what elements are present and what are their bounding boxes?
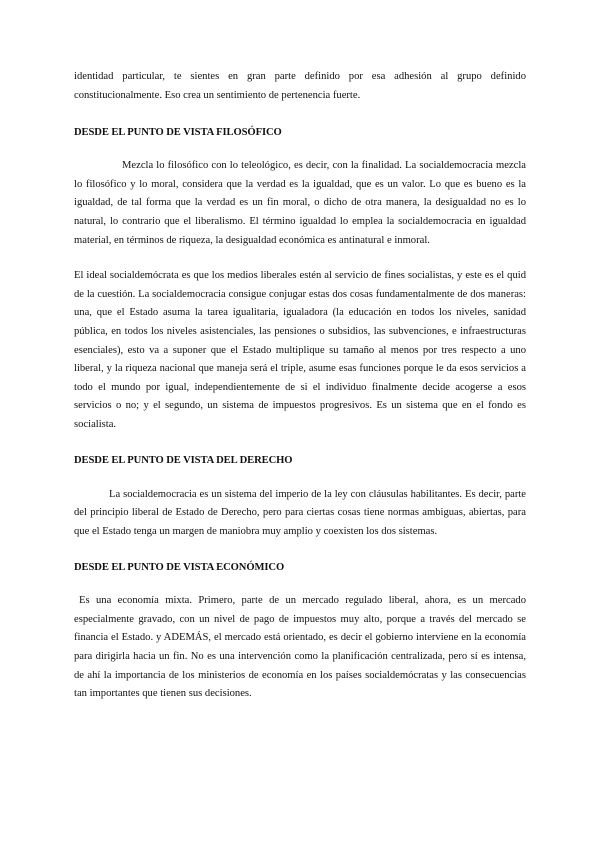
law-paragraph: La socialdemocracia es un sistema del imperio de la ley con cláusulas habilitantes. Es decir, parte del principio liberal de Estado de Derecho, pero para ciertas cosas tiene normas ambiguas, abiertas, para que el Estado tenga un margen de maniobra muy amplio y coexisten los dos sistemas. — [74, 488, 526, 537]
economic-paragraph: Es una economía mixta. Primero, parte de un mercado regulado liberal, ahora, es un mercado especialmente gravado, con un nivel de pago de impuestos muy alto, porque a través del mercado se financia el Estado. y ADEMÁS, el mercado está orientado, es decir el gobierno interviene en la economía para dirigirla hacia un fin. No es una intervención como la planificación centralizada, pero sí es intensa, de ahí la importancia de los ministerios de economía en los países socialdemócratas y las consecuencias tan importantes que tienen sus decisiones. — [74, 595, 526, 700]
philosophical-paragraph-2: El ideal socialdemócrata es que los medios liberales estén al servicio de fines socialistas, y este es el quid de la cuestión. La socialdemocracia consigue conjugar estas dos cosas fundamentalmente de dos maneras: una, que el Estado asuma la tarea igualitaria, igualadora (la educación en todos los niveles, sanidad pública, en todos los niveles asistenciales, las pensiones o subsidios, las subvenciones, e infraestructuras esenciales), esto va a suponer que el Estado multiplique su tamaño al menos por tres respecto a uno liberal, y la riqueza nacional que maneja será el triple, asume esas funciones porque le da esos servicios a todo el mundo por igual, independientemente de si el individuo finalmente decide acogerse a esos servicios o no; y el segundo, un sistema de impuestos progresivos. Es un sistema que en el fondo es socialista. — [74, 270, 526, 430]
heading-philosophical: DESDE EL PUNTO DE VISTA FILOSÓFICO — [74, 127, 282, 139]
philosophical-paragraph-1: Mezcla lo filosófico con lo teleológico, es decir, con la finalidad. La socialdemocracia mezcla lo filosófico y lo moral, considera que la verdad es la igualdad, que es un valor. Lo que es bueno es la igualdad, de tal forma que la verdad es un fin moral, o dicho de otra manera, la desigualdad no es lo natural, lo contrario que el liberalismo. El término igualdad lo emplea la socialdemocracia en igualdad material, en términos de riqueza, la desigualdad económica es antinatural e inmoral. — [74, 160, 526, 246]
heading-law: DESDE EL PUNTO DE VISTA DEL DERECHO — [74, 454, 293, 466]
heading-economic: DESDE EL PUNTO DE VISTA ECONÓMICO — [74, 562, 285, 574]
intro-paragraph: identidad particular, te sientes en gran parte definido por esa adhesión al grupo definido constitucionalmente. Eso crea un sentimiento de pertenencia fuerte. — [74, 71, 526, 101]
